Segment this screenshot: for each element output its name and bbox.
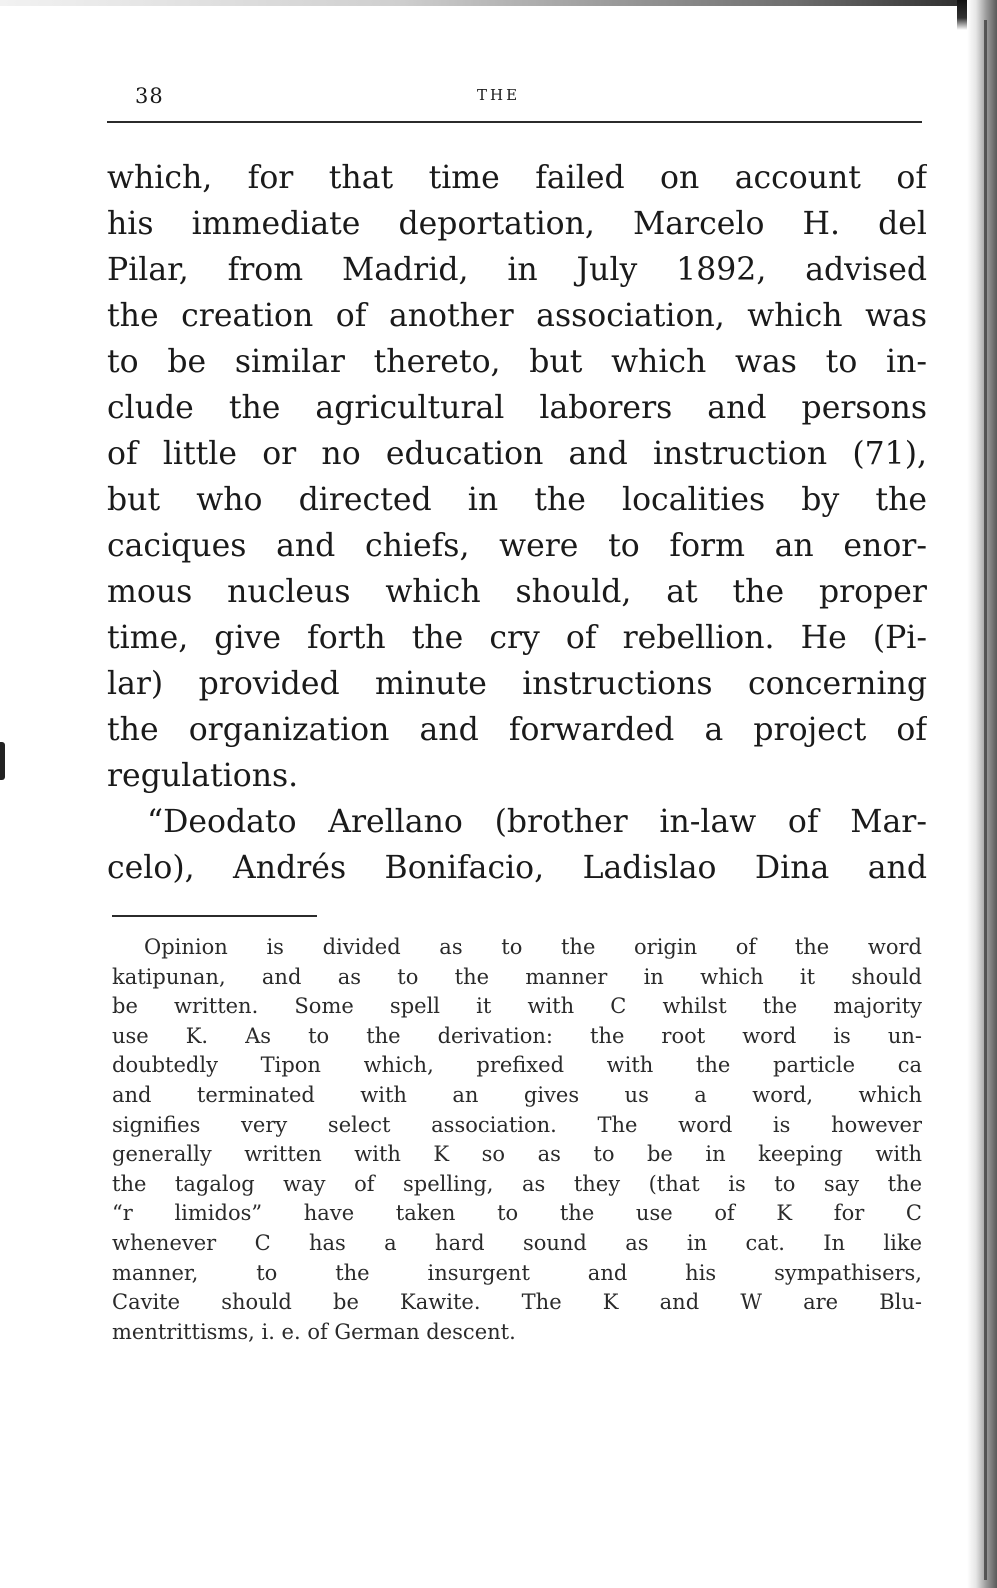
page-header bbox=[107, 80, 922, 120]
footnote-line: manner, to the insurgent and his sympathisers, bbox=[112, 1260, 922, 1285]
body-line: mous nucleus which should, at the proper bbox=[107, 574, 927, 610]
footnote-line: signifies very select association. The word is however bbox=[112, 1112, 922, 1137]
footnote-line: katipunan, and as to the manner in which it should bbox=[112, 964, 922, 989]
footnote-line: “r limidos” have taken to the use of K for C bbox=[112, 1201, 922, 1226]
body-line: clude the agricultural laborers and persons bbox=[107, 390, 927, 426]
body-line: which, for that time failed on account of bbox=[107, 160, 927, 196]
header-rule bbox=[107, 121, 922, 123]
body-line: “Deodato Arellano (brother in-law of Mar- bbox=[147, 804, 927, 840]
body-line: caciques and chiefs, were to form an enor- bbox=[107, 528, 927, 564]
footnote-line: be written. Some spell it with C whilst the majority bbox=[112, 994, 922, 1019]
spine-gutter-line bbox=[984, 20, 987, 1580]
body-line: the organization and forwarded a project of bbox=[107, 712, 927, 748]
body-line: time, give forth the cry of rebellion. He (Pi- bbox=[107, 620, 927, 656]
footnote bbox=[112, 933, 922, 1347]
footnote-line: use K. As to the derivation: the root word is un- bbox=[112, 1023, 922, 1048]
left-margin-mark bbox=[0, 742, 5, 780]
running-head: THE bbox=[477, 86, 521, 104]
footnote-line: the tagalog way of spelling, as they (that is to say the bbox=[112, 1171, 922, 1196]
body-line: to be similar thereto, but which was to in- bbox=[107, 344, 927, 380]
body-line: Pilar, from Madrid, in July 1892, advised bbox=[107, 252, 927, 288]
page-number: 38 bbox=[135, 84, 164, 108]
footnote-line: Cavite should be Kawite. The K and W are Blu- bbox=[112, 1290, 922, 1315]
footnote-line: Opinion is divided as to the origin of the word bbox=[144, 935, 922, 959]
footnote-line: generally written with K so as to be in keeping with bbox=[112, 1142, 922, 1167]
footnote-rule bbox=[112, 915, 317, 917]
footnote-line: mentrittisms, i. e. of German descent. bbox=[112, 1319, 516, 1344]
body-line: the creation of another association, which was bbox=[107, 298, 927, 334]
footnote-line: whenever C has a hard sound as in cat. In like bbox=[112, 1230, 922, 1255]
body-text bbox=[107, 155, 927, 891]
body-line: but who directed in the localities by the bbox=[107, 482, 927, 518]
body-line: his immediate deportation, Marcelo H. del bbox=[107, 206, 927, 242]
body-line: regulations. bbox=[107, 758, 299, 794]
page-top-edge bbox=[0, 0, 997, 6]
book-spine-shadow bbox=[967, 0, 997, 1588]
body-line: lar) provided minute instructions concerning bbox=[107, 666, 927, 702]
body-line: celo), Andrés Bonifacio, Ladislao Dina and bbox=[107, 850, 927, 886]
body-line: of little or no education and instruction (71), bbox=[107, 436, 927, 472]
footnote-line: doubtedly Tipon which, prefixed with the particle ca bbox=[112, 1053, 922, 1078]
footnote-line: and terminated with an gives us a word, which bbox=[112, 1082, 922, 1107]
